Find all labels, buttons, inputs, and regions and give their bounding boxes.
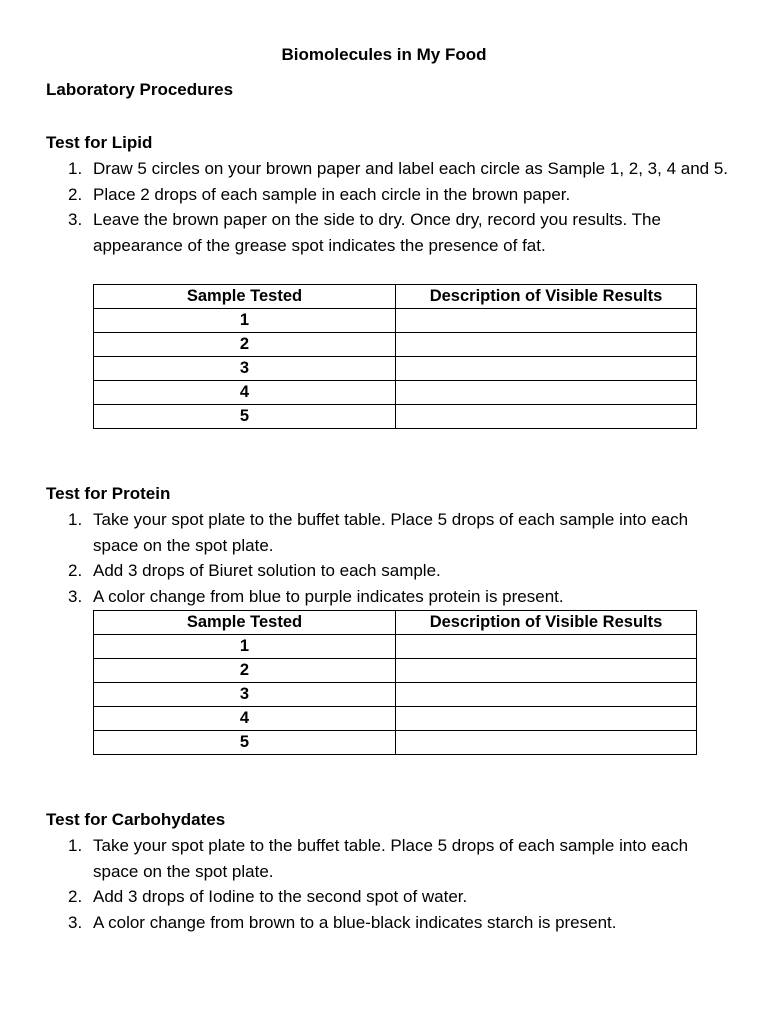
step-number: 1. [68, 836, 83, 855]
result-cell[interactable] [396, 357, 697, 381]
protein-steps [46, 507, 736, 609]
result-cell[interactable] [396, 731, 697, 755]
sample-number: 1 [94, 309, 396, 333]
step-number: 2. [68, 887, 83, 906]
result-cell[interactable] [396, 309, 697, 333]
sample-number: 2 [94, 333, 396, 357]
protein-step [46, 558, 736, 584]
step-text: A color change from blue to purple indicates protein is present. [93, 586, 564, 606]
result-cell[interactable] [396, 405, 697, 429]
page-title: Biomolecules in My Food [281, 45, 487, 64]
lipid-step [46, 182, 736, 208]
sample-number: 3 [94, 357, 396, 381]
step-number: 3. [68, 210, 83, 229]
step-text: Take your spot plate to the buffet table. Place 5 drops of each sample into each space on the spot plate. [93, 510, 689, 555]
table-row [94, 659, 697, 683]
carbohydrate-step [46, 833, 736, 884]
sample-number: 5 [94, 405, 396, 429]
step-number: 2. [68, 561, 83, 580]
carbohydrate-section [46, 807, 736, 935]
description-header: Description of Visible Results [396, 285, 697, 309]
table-row [94, 309, 697, 333]
step-text: Add 3 drops of Iodine to the second spot of water. [93, 887, 468, 906]
step-text: Draw 5 circles on your brown paper and label each circle as Sample 1, 2, 3, 4 and 5. [93, 159, 729, 178]
table-row [94, 683, 697, 707]
table-row [94, 333, 697, 357]
lipid-steps [46, 156, 736, 258]
carbohydrate-step [46, 884, 736, 910]
lipid-step [46, 207, 736, 258]
table-header-row [94, 285, 697, 309]
lipid-results-table [93, 284, 697, 429]
protein-section [46, 481, 736, 609]
result-cell[interactable] [396, 707, 697, 731]
table-row [94, 405, 697, 429]
sample-number: 4 [94, 707, 396, 731]
page-subtitle: Laboratory Procedures [46, 80, 234, 99]
step-number: 3. [68, 586, 83, 606]
result-cell[interactable] [396, 635, 697, 659]
protein-results-table [93, 610, 697, 755]
lipid-step [46, 156, 736, 182]
description-header: Description of Visible Results [396, 611, 697, 635]
lipid-heading: Test for Lipid [46, 133, 153, 152]
table-row [94, 731, 697, 755]
sample-number: 3 [94, 683, 396, 707]
table-row [94, 707, 697, 731]
sample-tested-header: Sample Tested [94, 285, 396, 309]
sample-number: 1 [94, 635, 396, 659]
result-cell[interactable] [396, 683, 697, 707]
result-cell[interactable] [396, 381, 697, 405]
step-text: A color change from brown to a blue-black indicates starch is present. [93, 912, 617, 932]
step-number: 3. [68, 912, 83, 932]
table-header-row [94, 611, 697, 635]
protein-heading: Test for Protein [46, 484, 171, 503]
protein-step [46, 584, 736, 610]
result-cell[interactable] [396, 659, 697, 683]
lipid-section [46, 130, 736, 258]
result-cell[interactable] [396, 333, 697, 357]
sample-number: 4 [94, 381, 396, 405]
sample-number: 5 [94, 731, 396, 755]
step-text: Leave the brown paper on the side to dry. Once dry, record you results. The appearance of the grease spot indicates the presence of fat. [93, 210, 661, 255]
carbohydrate-heading: Test for Carbohydates [46, 810, 226, 829]
table-row [94, 381, 697, 405]
table-row [94, 357, 697, 381]
step-text: Add 3 drops of Biuret solution to each sample. [93, 561, 441, 580]
table-row [94, 635, 697, 659]
step-number: 2. [68, 184, 83, 204]
protein-step [46, 507, 736, 558]
sample-number: 2 [94, 659, 396, 683]
step-number: 1. [68, 159, 83, 178]
carbohydrate-step [46, 910, 736, 936]
carbohydrate-steps [46, 833, 736, 935]
step-number: 1. [68, 510, 83, 529]
sample-tested-header: Sample Tested [94, 611, 396, 635]
step-text: Place 2 drops of each sample in each circle in the brown paper. [93, 184, 571, 204]
step-text: Take your spot plate to the buffet table. Place 5 drops of each sample into each space on the spot plate. [93, 836, 689, 881]
